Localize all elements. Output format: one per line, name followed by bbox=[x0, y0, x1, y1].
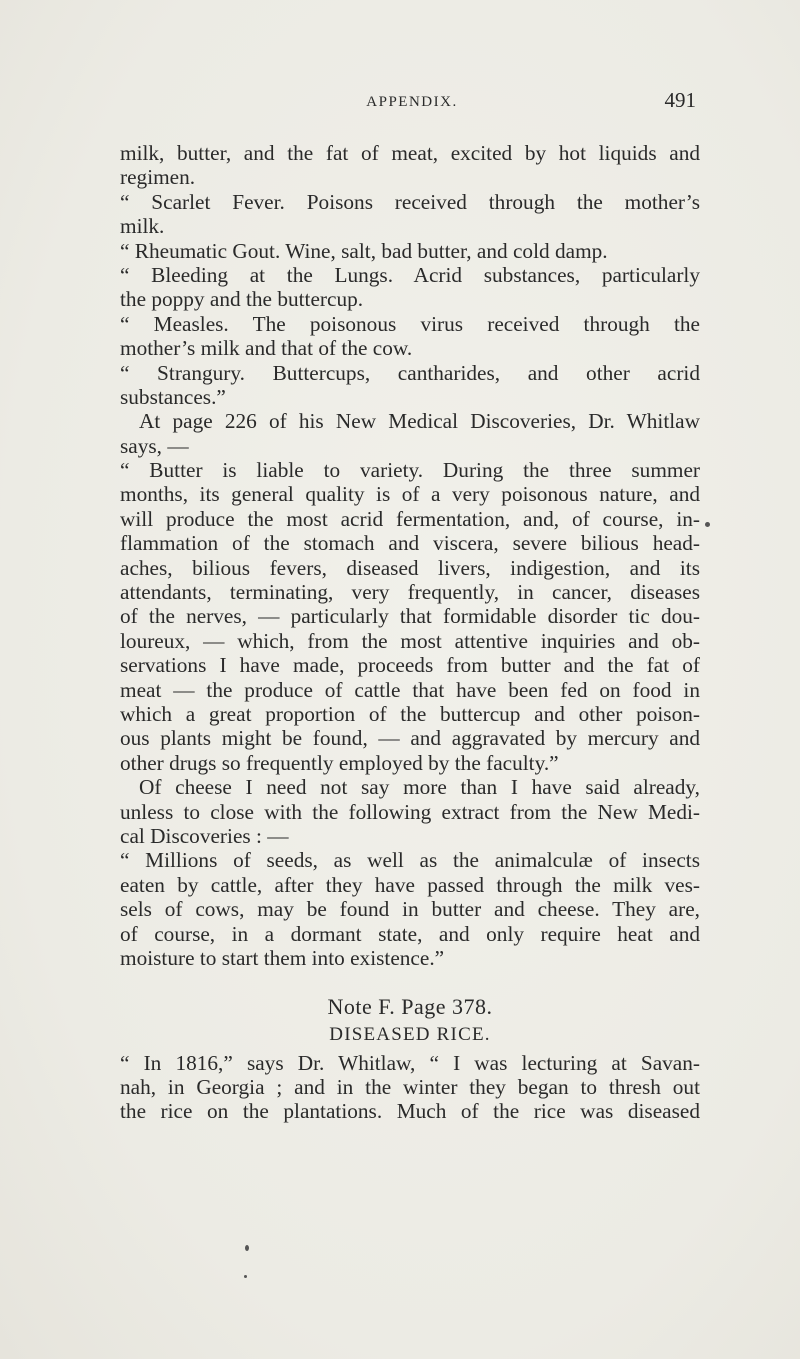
text-line: cal Discoveries : — bbox=[120, 823, 289, 848]
text-line: other drugs so frequently employed by the faculty.” bbox=[120, 750, 559, 775]
text-line: sels of cows, may be found in butter and cheese. They are, bbox=[120, 897, 700, 922]
text-line: the rice on the plantations. Much of the rice was diseased bbox=[120, 1099, 700, 1124]
text-line: “ In 1816,” says Dr. Whitlaw, “ I was lecturing at Savan- bbox=[120, 1050, 700, 1075]
text-line: “ Butter is liable to variety. During the three summer bbox=[120, 458, 700, 483]
text-line: attendants, terminating, very frequently, in cancer, diseases bbox=[120, 580, 700, 605]
text-line: regimen. bbox=[120, 165, 196, 190]
text-line: eaten by cattle, after they have passed through the milk ves- bbox=[120, 872, 700, 897]
running-head: APPENDIX. bbox=[366, 94, 458, 110]
text-line: of course, in a dormant state, and only require heat and bbox=[120, 921, 700, 946]
text-line: milk. bbox=[120, 214, 165, 239]
text-line: months, its general quality is of a very poisonous nature, and bbox=[120, 482, 700, 507]
text-line: unless to close with the following extract from the New Medi- bbox=[120, 799, 700, 824]
text-line: of the nerves, — particularly that formidable disorder tic dou- bbox=[120, 604, 700, 629]
text-line: moisture to start them into existence.” bbox=[120, 945, 445, 970]
text-line: loureux, — which, from the most attentive inquiries and ob- bbox=[120, 628, 700, 653]
text-line: says, — bbox=[120, 433, 189, 458]
text-line: “ Rheumatic Gout. Wine, salt, bad butter, and cold damp. bbox=[120, 238, 608, 263]
text-line: “ Measles. The poisonous virus received through the bbox=[120, 311, 700, 336]
section-spacer bbox=[120, 970, 700, 994]
section-title: DISEASED RICE. bbox=[329, 1023, 491, 1045]
ink-speck bbox=[705, 522, 710, 527]
text-line: servations I have made, proceeds from butter and the fat of bbox=[120, 653, 700, 678]
text-line: flammation of the stomach and viscera, severe bilious head- bbox=[120, 531, 700, 556]
page-header bbox=[128, 86, 696, 116]
text-line: the poppy and the buttercup. bbox=[120, 287, 364, 312]
text-line: “ Strangury. Buttercups, cantharides, and other acrid bbox=[120, 360, 700, 385]
text-line: substances.” bbox=[120, 384, 226, 409]
text-line: which a great proportion of the buttercup and other poison- bbox=[120, 701, 700, 726]
text-line: mother’s milk and that of the cow. bbox=[120, 336, 413, 361]
text-line: At page 226 of his New Medical Discoveries, Dr. Whitlaw bbox=[139, 409, 700, 434]
ink-speck bbox=[244, 1275, 247, 1278]
text-line: meat — the produce of cattle that have been fed on food in bbox=[120, 677, 700, 702]
text-line: will produce the most acrid fermentation, and, of course, in- bbox=[120, 506, 700, 531]
text-line: nah, in Georgia ; and in the winter they began to thresh out bbox=[120, 1075, 700, 1100]
body-text bbox=[120, 141, 700, 1124]
text-line: milk, butter, and the fat of meat, excited by hot liquids and bbox=[120, 141, 700, 165]
note-heading: Note F. Page 378. bbox=[327, 993, 493, 1019]
text-line: “ Bleeding at the Lungs. Acrid substances, particularly bbox=[120, 262, 700, 287]
text-line: “ Millions of seeds, as well as the animalculæ of insects bbox=[120, 848, 700, 873]
text-line: “ Scarlet Fever. Poisons received through the mother’s bbox=[120, 189, 700, 214]
text-line: ous plants might be found, — and aggravated by mercury and bbox=[120, 726, 700, 751]
text-line: Of cheese I need not say more than I have said already, bbox=[139, 775, 700, 800]
ink-speck bbox=[245, 1245, 249, 1251]
page-number: 491 bbox=[664, 88, 696, 112]
text-line: aches, bilious fevers, diseased livers, indigestion, and its bbox=[120, 555, 700, 580]
